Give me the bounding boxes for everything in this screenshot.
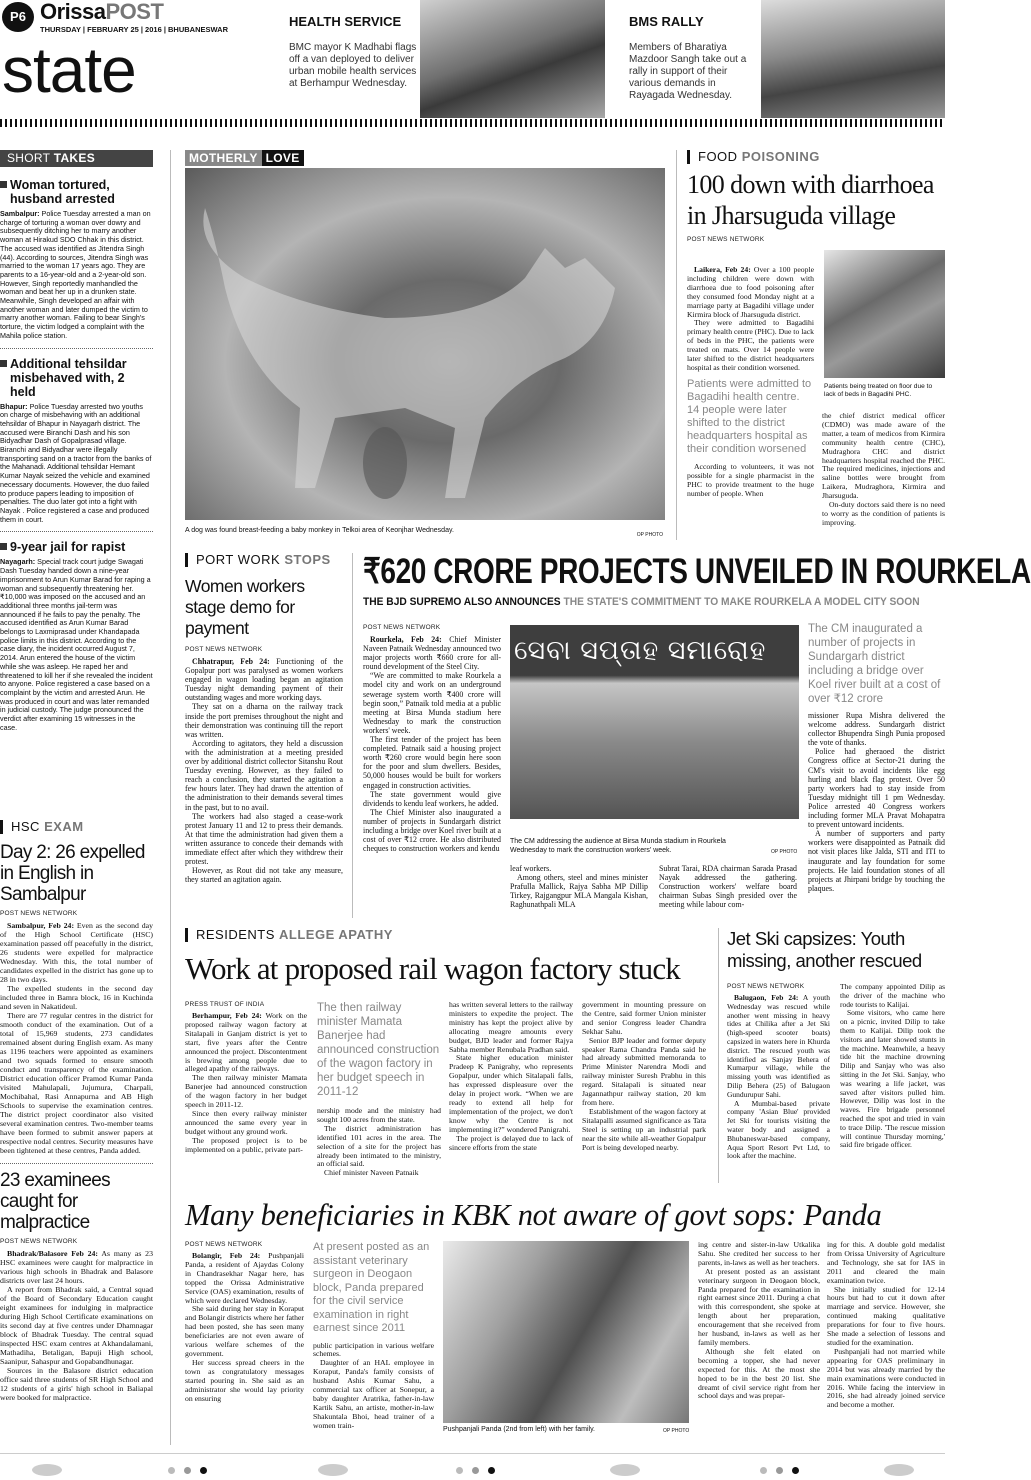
byline: POST NEWS NETWORK [727,983,805,990]
kbk-story [185,1195,945,1445]
examinees-body: Bhadrak/Balasore Feb 24: As many as 23 HSC examinees were caught for malpractice in various high schools in Bhadrak and Balasore districts over last 24 hours. A report from Bhadrak said, a Central squad of the Board of Secondary Education caught eight examinees for indulging in malpractice during High School Certificate examinations on its second day at five centres under Dhamnagar block of Bhadrak Tuesday. The central squad inspected HSC exam centres at Akhandalamani, Mathadiha, Betaligan, Bapuji High school, Saanipur, Sahaspur and Gopabandhunagar. Sources in the Balasore district education office said three students of SR High School and 12 students of a girls' high school in Baliapal were booked for malpractice. [0,1249,153,1402]
rourkela-deck: THE BJD SUPREMO ALSO ANNOUNCES THE STATE'S COMMITMENT TO MAKE ROURKELA A MODEL CITY SOON [363,596,920,608]
rail-col-2: The then railway minister Mamata Banerjee had announced construction of the wagon factory in her budget speech in 2011-12 nership mode and the ministry had sought 100 acres from the state. The district administration has identified 101 acres in the area. The selection of a site for the project has already been intimated to the ministry, an official said. Chief minister Naveen Patnaik [317,1002,441,1178]
short-take-item [0,357,153,525]
photo-credit: OP PHOTO [636,532,663,538]
short-take-body: Nayagarh: Special track court judge Swagati Dash Tuesday handed down a nine-year imprisonment to Arun Kumar Barad for raping a woman and subsequently threatening her. ₹10,000 was imposed on the accused and an additional three months jail-term was announced if he fails to pay the penalty. The accused identified as Arun Kumar Barad belongs to Laxmiprasad under Khandapada police limits in this district. According to the case diary, the incident occurred August 7, 2014. Arun entered the house of the victim while she was asleep. He raped her and threatened to kill her if she revealed the incident to anyone. Police registered a case based on a complaint by the victim and arrested Arun. He was produced in court and was later remanded in judicial custody. The judge pronounced the verdict after examining 15 witnesses in the case. [0,557,153,732]
short-take-item [0,540,153,732]
column-rule [170,150,171,1445]
rail-col-4: government in mounting pressure on the Centre, said former Union minister and senior Congress leader Chandra Sekhar Sahu. Senior BJP leader and former deputy speaker Rama Chandra Panda said he had already submitted memoranda to Prime Minister Narendra Modi and railway minister Suresh Prabhu in this regard. Sitalapali is situated near Jagannathpur railway station, 20 km from here. Establishment of the wagon factory at Sitalapalli assumed significance as Tata Steel is setting up an industrial park near the site while all-weather Gopalpur Port is being developed nearby. [582,1000,706,1152]
byline: POST NEWS NETWORK [185,1241,263,1248]
rourkela-col-2: leaf workers. Among others, steel and mines minister Prafulla Mallick, Rajya Sabha MP Dillip Tirkey, Rajgangpur MLA Mangala Kishan, Raghunathpali MLA [510,864,648,910]
patients-photo [824,250,945,378]
food-kicker: FOOD POISONING [687,150,945,164]
divider [0,348,153,349]
jetski-headline: Jet Ski capsizes: Youth missing, another rescued [727,928,922,971]
food-pullquote: Patients were admitted to Bagadihi health centre. 14 people were later shifted to the district headquarters hospital as their condition worsened [687,377,812,455]
rail-col-3: has written several letters to the railway ministers to expedite the project. The ministry has kept the project alive by allocating meagre amounts every budget, BJD leader and former Rajya Sabha member Renubala Pradhan said. State higher education minister Pradeep K Panigrahy, who represents Gopalpur, under which Sitalapali falls, has expressed displeasure over the delay in project work. “When we are ready to extend all help for implementation of the project, we don't know why the Centre is not implementing it?” wondered Panigrahi. The project is delayed due to lack of sincere efforts from the state [449,1000,573,1152]
divider [0,531,153,532]
teaser-2-title: BMS RALLY [629,14,704,29]
rourkela-story [363,550,1031,922]
jetski-story [727,928,945,1190]
short-take-headline: Woman tortured, husband arrested [0,178,153,206]
dog-monkey-photo [185,168,665,520]
rourkela-col-3: Subrat Tarai, RDA chairman Sarada Prasad Nayak addressed the gathering. Construction workers' welfare board chairman Subas Singh presided over the meeting while labour com- [659,864,797,910]
teaser-1-text: BMC mayor K Madhabi flags off a van deployed to deliver urban mobile health services at Berhampur Wednesday. [289,42,417,89]
byline: PRESS TRUST OF INDIA [185,1001,265,1008]
rail-headline: Work at proposed rail wagon factory stuck [185,951,680,986]
byline: POST NEWS NETWORK [0,910,78,917]
rail-story [185,928,710,1190]
food-poisoning-story [687,150,945,540]
page-number: P6 [10,9,26,24]
port-kicker: PORT WORK STOPS [185,553,343,567]
hsc-headline: Day 2: 26 expelled in English in Sambalpur [0,842,145,905]
jetski-col-2: The company appointed Dilip as the driver of the machine who rode tourists to Kalijai. Some visitors, who came here on a picnic, invited Dilip to take them to Kalijai. Dilip took the visitors and later showed stunts in the machine. Meanwhile, a heavy tide hit the machine drowning Dilip and Sanjay who was also sitting in the Jet Ski. Sanjay, who was wearing a life jacket, was saved after visitors pulled him. However, Dilip was lost in the waves. Fire brigade personnel reached the spot and tried in vain to trace Dilip. 'The rescue mission will continue Thursday morning,' said fire brigade officer. [840,982,945,1150]
hsc-story [0,820,153,1458]
teaser-2-photo [761,0,945,118]
byline: POST NEWS NETWORK [0,1238,78,1245]
short-take-item [0,178,153,341]
short-take-body: Bhapur: Police Tuesday arrested two youths on charge of misbehaving with an additional tehsildar of Bhapur in Nayagarh district. The accused were Biranchi Dash and his son Bidyadhar Dash of Gopalprasad village. Biranchi and Bidyadhar were illegally transporting sand on a tractor from the banks of the Mahanadi. Additional tehsildar Hemant Kumar Nayak seized the vehicle and examined necessary documents. However, the duo failed to produce papers leading to imposition of penalties. The duo later got into a fight with Nayak . Police registered a case and produced them in court. [0,401,152,524]
divider [0,1163,153,1164]
stage-banner: ସେବା ସପ୍ତାହ ସମାରୋହ [514,635,767,665]
column-rule [676,150,677,540]
patients-caption: Patients being treated on floor due to lack of beds in Bagadihi PHC. [824,383,933,398]
port-body: Chhatrapur, Feb 24: Functioning of the Gopalpur port was paralysed as women workers engaged in wagon loading began an agitation Tuesday night demanding payment of their outstanding wages and more working days. They sat on a dharna on the railway track inside the port premises throughout the night and their demonstration was continuing till the report was written. According to agitators, they held a discussion with the administration at a meeting presided over by additional district collector Sitanshu Rout Tuesday evening. However, as they failed to reach a conclusion, they started the agitation a few hours later. They had drawn the attention of the administration to their demands several times in the past, but to no avail. The workers had also staged a cease-work protest January 11 and 12 to press their demands. At that time the administration had given them a written assurance to concede their demands with immediate effect after which they withdrew their protest. However, as Rout did not take any measure, they started an agitation again. [185,657,343,885]
examinees-headline: 23 examinees caught for malpractice [0,1170,110,1233]
short-takes-label: SHORT TAKES [0,150,153,167]
rail-pullquote: The then railway minister Mamata Banerjee had announced construction of the wagon factory in her budget speech in 2011-12 [317,1002,440,1098]
rourkela-pullquote: The CM inaugurated a number of projects in Sundargarh district including a bridge over Koel river built at a cost of over ₹12 crore [808,623,941,705]
cm-rally-photo [510,625,799,819]
byline: POST NEWS NETWORK [687,236,765,243]
footer-rule [0,1453,945,1454]
hsc-body: Sambalpur, Feb 24: Even as the second day of the High School Certificate (HSC) examination passed off peacefully in the district, 26 students were expelled for malpractice Wednesday. With this, the total number of candidates expelled in the district has gone up to 28 in two days. The expelled students in the second day included three in Bamra block, 16 in Kuchinda and seven in Nakatideul. There are 77 regular centres in the district for smooth conduct of the examination. Out of a total of 15,969 students, 273 candidates remained absent during English exam. As many as 1196 teachers were appointed as examiners and two squads formed to ensure smooth conduct and transparency of the examination. District education officer Pramod Kumar Panda visited Mahulapali, Jujumura, Charpali, Mochibahal, Rasi Annapurna and AB High Schools to supervise the examination centres. The district project coordinator also visited several examination centres. Two-member teams have been formed to submit answer papers at respective nodal centres. Security measures have been tightened at these centres, Panda added. [0,921,153,1155]
food-headline: 100 down with diarrhoea in Jharsuguda village [687,170,934,230]
panda-family-photo [443,1241,689,1423]
teaser-2-text: Members of Bharatiya Mazdoor Sangh take out a rally in support of their various demands in Rayagada Wednesday. [629,42,747,101]
hsc-kicker: HSC EXAM [0,820,153,834]
paper-logo: OrissaPOST [40,0,164,24]
masthead [0,0,945,118]
column-rule [718,928,719,1183]
kbk-headline: Many beneficiaries in KBK not aware of govt sops: Panda [185,1198,882,1232]
rourkela-headline: ₹620 CRORE PROJECTS UNVEILED IN ROURKELA [363,552,1031,591]
food-col-1: Laikera, Feb 24: Over a 100 people including children were down with diarrhoea due to food poisoning after they consumed food Monday night at a marriage party at Bagadihi village under Kirmira block of Jharsuguda district. They were admitted to Bagadihi primary health centre (PHC). Due to lack of beds in the PHC, the patients were treated on mats. Over 14 people were later shifted to the district headquarters hospital as their condition worsened. Patients were admitted to Bagadihi health centre. 14 people were later shifted to the district headquarters hospital as their condition worsened According to volunteers, it was not possible for a single pharmacist in the PHC to provide treatment to the huge number of people. When [687,265,815,498]
short-take-headline: Additional tehsildar misbehaved with, 2 held [0,357,153,399]
rail-kicker: RESIDENTS ALLEGE APATHY [185,928,710,942]
food-col-2: the chief district medical officer (CDMO) was made aware of the matter, a team of medicos from Kirmira community health centre (CHC), Mudraghora CHC and district headquarters hospital reached the PHC. The required medicines, injections and saline bottles were brought from Laikera, Mudraghora, Kirmira and Jharsuguda. On-duty doctors said there is no need to worry as the condition of patients is improving. [822,411,945,527]
kbk-col-3: ing centre and sister-in-law Utkalika Sahu. She credited her success to her parents, in-laws as well as her teachers. At present posted as an assistant veterinary surgeon in Deogaon block, Panda prepared for the examination in right earnest since 2011. During a chat with this correspondent, she spoke at length about her preparation, encouragement that she received from her husband, in-laws as well as her family members. Although she felt elated on becoming a topper, she had never expected for this. At the most she hoped to be in the best 20 list. She dreamt of civil service right from her school days and was prepar- [698,1240,820,1401]
teaser-1-title: HEALTH SERVICE [289,14,402,29]
short-takes-column [0,150,153,808]
kbk-col-2: At present posted as an assistant veterinary surgeon in Deogaon block, Panda prepared for the civil service examination in right earnest since 2011 public participation in various welfare schemes. Daughter of an HAL employee in Koraput, Panda's family consists of husband Ashis Kumar Sahu, a commercial tax officer at Sonepur, a baby daughter Aratrika, father-in-law Kartik Sahu, an artiste, mother-in-law Shakuntala Bhoi, head trainer of a women train- [313,1241,434,1430]
photo-credit: OP PHOTO [771,849,798,855]
motherly-love-label: MOTHERLY LOVE [185,150,665,166]
dog-silhouette [185,168,665,520]
jetski-col-1: POST NEWS NETWORK Balugaon, Feb 24: A youth Wednesday was rescued while another went missing in heavy tides at Chilika after a Jet Ski (high-speed scooter boats) capsized in waters here in Khurda district. The rescued youth was identified as Sanjay Behera of Kumarpur village, while the missing youth was identified as Dilip Behera (25) of Balugaon Gundurupur Sahi. A Mumbai-based private company 'Asian Blue' provided Jet Ski for tourists visiting the water body and assigned a Bhubaneswar-based company, Aqua Sport Resort Pvt Ltd, to look after the machine. [727,983,830,1161]
cm-caption: The CM addressing the audience at Birsa Munda stadium in Rourkela Wednesday to mark the construction workers' week. [510,838,726,854]
registration-marks [0,1462,945,1478]
rourkela-col-4: missioner Rupa Mishra delivered the welcome address. Sundargarh district collector Bhupendra Singh Punia proposed the vote of thanks. Police had gheraoed the district Congress office at Sector-21 during the CM's visit to avoid incidents like egg hurling and black flag protest. Over 50 party workers had to stay inside from Tuesday midnight till 1 pm Wednesday. Police arrested 40 Congress workers including former MLA Pravat Mohapatra to prevent untoward incidents. A number of supporters and party workers were disappointed as Patnaik did not visit places like Jalda, STI and ITI to inaugurate and lay foundation for some projects. He laid foundation stones of all projects at Jhirpani bridge by touching the plaques. [808,711,945,893]
motherly-love [185,150,665,540]
short-take-body: Sambalpur: Police Tuesday arrested a man on charge of torturing a woman over dowry and subsequently ditching her to marry another woman at Hirakud SDO Chhak in this district. The accused was identified as Jitendra Singh (44). According to sources, Jitendra Singh was married to the woman 17 years ago. They are parents to a 16-year-old and a 2-year-old son. However, Singh reportedly manhandled the woman and beat her up in a drunken state. Meanwhile, Singh developed an affair with another woman and later dumped the victim to marry another woman. Failing to bear Singh's torture, the victim lodged a complaint with the Mahila police station. [0,209,151,340]
byline: POST NEWS NETWORK [185,646,263,653]
kbk-col-4: ing for this. A double gold medalist from Orissa University of Agriculture and Technology, she sat for IAS in 2011 and cleared the main examination twice. She initially studied for 12-14 hours but had to cut it down after marriage and service. However, she continued making qualitative preparations for four to five hours. She made a selection of lessons and studied for the examination. Pushpanjali had not married while appearing for OAS preliminary in 2014 but was already married by the main examinations were conducted in 2016. While facing the interview in 2016, she had already joined service and become a mother. [827,1240,945,1410]
page-number-badge [2,2,34,32]
kbk-pullquote: At present posted as an assistant veterinary surgeon in Deogaon block, Panda prepared for the civil service examination in right earnest since 2011 [313,1241,430,1334]
photo-credit: OP PHOTO [663,1428,690,1434]
byline: POST NEWS NETWORK [363,624,441,631]
edition-date: THURSDAY | FEBRUARY 25 | 2016 | BHUBANESWAR [40,25,229,34]
short-take-headline: 9-year jail for rapist [0,540,153,554]
rail-col-1: PRESS TRUST OF INDIA Berhampur, Feb 24: Work on the proposed railway wagon factory at Sitalapali in Ganjam district is yet to start, five years after the Centre announced the project. Discontentment is brewing among people due to alleged apathy of the railways. The then railway minister Mamata Banerjee had announced construction of the wagon factory in her budget speech in 2011-12. Since then every railway minister announced the same every year in budget without any ground work. The proposed project is to be implemented on a public, private part- [185,1001,307,1154]
kbk-col-1: POST NEWS NETWORK Bolangir, Feb 24: Pushpanjali Panda, a resident of Ajaydas Colony in Chandrasekhar Nagar here, has topped the Orissa Administrative Service (OAS) examination, results of which were declared Wednesday. She said during her stay in Koraput and Bolangir districts where her father had been posted, she has seen many beneficiaries are not even aware of various welfare schemes of the government. Her success spread cheers in the town as congratulatory messages started pouring in. She said as an administrator she would lay priority on ensuring [185,1241,305,1403]
rourkela-col-1: POST NEWS NETWORK Rourkela, Feb 24: Chief Minister Naveen Patnaik Wednesday announced two major projects worth ₹660 crore for all-round development of the Steel City. “We are committed to make Rourkela a model city and work on an underground sewerage system worth ₹400 crore will begin soon,” Patnaik told media at a public meeting at Birsa Munda stadium here Wednesday to mark the construction workers' week. The first tender of the project has been completed. Patnaik said a housing project worth ₹260 crore would begin here soon for the poor and slum dwellers. Besides, 50,000 houses would be built for workers engaged in construction activities. The state government would give dividends to kendu leaf workers, he added. The Chief Minister also inaugurated a number of projects in Sundargarh district including a bridge over Koel river built at a cost of over ₹12 crore. He also distributed cheques to construction workers and kendu [363,624,501,854]
section-name: state [2,34,136,106]
motherly-caption: A dog was found breast-feeding a baby monkey in Telkoi area of Keonjhar Wednesday. [185,527,454,534]
column-rule [352,553,353,918]
port-headline: Women workers stage demo for payment [185,576,305,638]
masthead-rule [0,119,945,127]
port-story [185,553,343,918]
panda-caption: Pushpanjali Panda (2nd from left) with her family. [443,1426,595,1433]
teaser-1-photo [420,0,605,118]
